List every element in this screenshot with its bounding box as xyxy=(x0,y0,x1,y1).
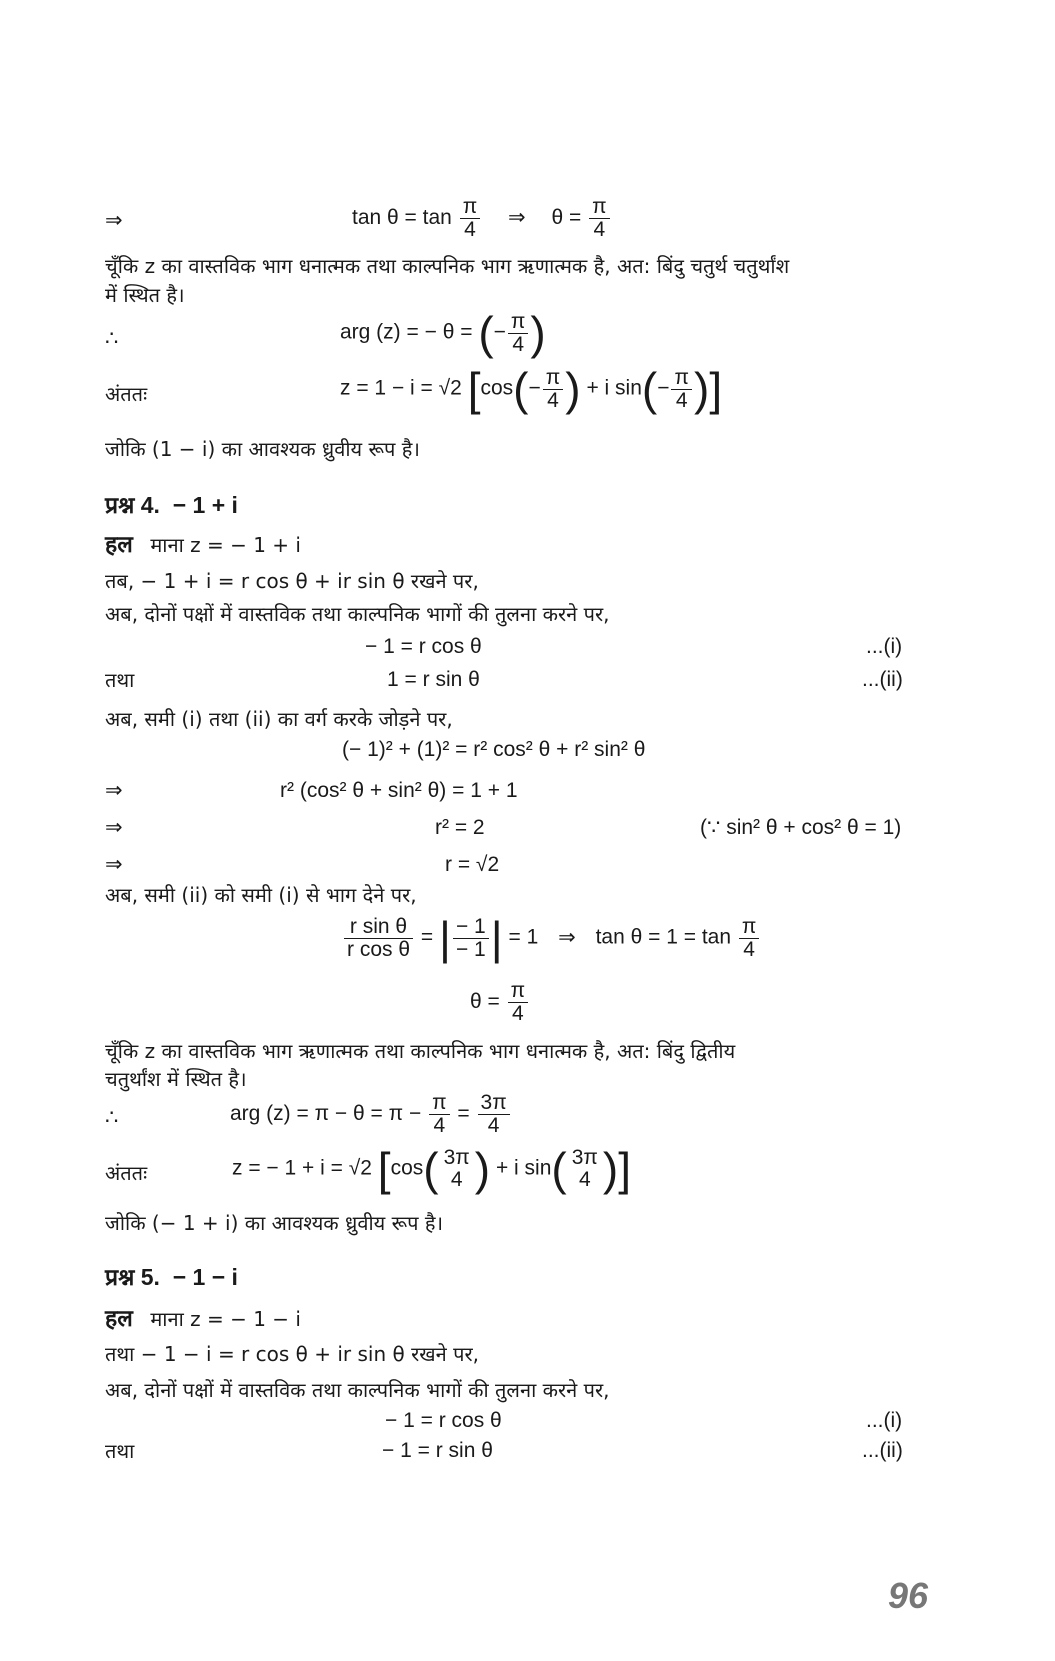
fraction: $\frac{3\pi}{4}$ xyxy=(478,1092,510,1137)
fraction: $\frac{\text{r sin θ}}{\text{r cos θ}}$ xyxy=(344,916,413,961)
equation-ii: 1 = r sin θ xyxy=(387,668,480,691)
implies-symbol: ⇒ xyxy=(105,209,123,232)
question-4-heading: प्रश्न 4. − 1 + i xyxy=(105,492,238,518)
fraction: $\frac{\pi}{4}$ xyxy=(508,980,529,1025)
therefore-symbol: ∴ xyxy=(105,327,119,350)
fraction: $\frac{\pi}{4}$ xyxy=(429,1092,450,1137)
step-text: अब, दोनों पक्षों में वास्तविक तथा काल्पनिक भागों की तुलना करने पर, xyxy=(105,602,610,626)
finally-label: अंततः xyxy=(105,1161,148,1185)
step-text: तब, − 1 + i = r cos θ + ir sin θ रखने पर, xyxy=(105,569,479,593)
tan-equation: tan θ = tan $\frac{\pi}{4}$ ⇒ θ = $\frac{\pi}{4}$ xyxy=(352,196,612,241)
fraction: $\frac{\pi}{4}$ xyxy=(508,311,529,356)
equation-i: − 1 = r cos θ xyxy=(365,635,482,658)
and-label: तथा xyxy=(105,668,135,692)
sum-equation: r² (cos² θ + sin² θ) = 1 + 1 xyxy=(280,779,518,802)
r-equation: r = √2 xyxy=(445,853,500,876)
fraction: $\frac{\pi}{4}$ xyxy=(739,916,760,961)
paragraph: चूँकि z का वास्तविक भाग धनात्मक तथा काल्पनिक भाग ऋणात्मक है, अत: बिंदु चतुर्थ चतुर्थांश xyxy=(105,254,790,278)
conclusion-text: जोकि (− 1 + i) का आवश्यक ध्रुवीय रूप है। xyxy=(105,1211,444,1235)
fraction: $\frac{\pi}{4}$ xyxy=(589,196,610,241)
arg-equation: arg (z) = − θ = (− $\frac{\pi}{4}$ ) xyxy=(340,307,546,359)
polar-form-equation: z = − 1 + i = √2 [cos( 3π 4 ) + i sin( 3π 4 )] xyxy=(232,1143,631,1195)
fraction: $\frac{\pi}{4}$ xyxy=(543,367,564,412)
division-equation: $\frac{\text{r sin θ}}{\text{r cos θ}}$ = | $\frac{- 1}{- 1}$ | = 1 ⇒ tan θ = 1 = tan $\frac{\pi}{4}$ xyxy=(342,915,761,961)
polar-form-equation: z = 1 − i = √2 [cos(− $\frac{\pi}{4}$ ) + i sin(− $\frac{\pi}{4}$ )] xyxy=(340,363,723,415)
equation-i: − 1 = r cos θ xyxy=(385,1409,502,1432)
implies-symbol: ⇒ xyxy=(105,853,123,876)
step-text: अब, समी (i) तथा (ii) का वर्ग करके जोड़ने पर, xyxy=(105,707,453,731)
implies-symbol: ⇒ xyxy=(105,816,123,839)
fraction: $\frac{\pi}{4}$ xyxy=(671,367,692,412)
arg-equation: arg (z) = π − θ = π − $\frac{\pi}{4}$ = $\frac{3\pi}{4}$ xyxy=(230,1092,512,1137)
solution-line: हल माना z = − 1 + i xyxy=(105,532,301,558)
conclusion-text: जोकि (1 − i) का आवश्यक ध्रुवीय रूप है। xyxy=(105,437,420,461)
fraction: 3π 4 xyxy=(571,1146,598,1191)
paragraph: में स्थित है। xyxy=(105,283,185,307)
step-text: अब, समी (ii) को समी (i) से भाग देने पर, xyxy=(105,883,417,907)
squared-equation: (− 1)² + (1)² = r² cos² θ + r² sin² θ xyxy=(342,738,646,761)
r-squared-equation: r² = 2 xyxy=(435,816,485,839)
equation-tag: ...(ii) xyxy=(862,1439,903,1462)
step-text: तथा − 1 − i = r cos θ + ir sin θ रखने पर, xyxy=(105,1342,479,1366)
and-label: तथा xyxy=(105,1439,135,1463)
identity-note: (∵ sin² θ + cos² θ = 1) xyxy=(700,816,902,839)
equation-tag: ...(i) xyxy=(866,635,903,658)
fraction: 3π 4 xyxy=(443,1146,470,1191)
equation-ii: − 1 = r sin θ xyxy=(382,1439,493,1462)
page-number: 96 xyxy=(888,1575,929,1616)
paragraph: चतुर्थांश में स्थित है। xyxy=(105,1067,247,1091)
solution-line: हल माना z = − 1 − i xyxy=(105,1306,301,1332)
implies-symbol: ⇒ xyxy=(105,779,123,802)
step-text: अब, दोनों पक्षों में वास्तविक तथा काल्पनिक भागों की तुलना करने पर, xyxy=(105,1378,610,1402)
equation-tag: ...(ii) xyxy=(862,668,903,691)
equation-tag: ...(i) xyxy=(866,1409,903,1432)
fraction: $\frac{\pi}{4}$ xyxy=(460,196,481,241)
paragraph: चूँकि z का वास्तविक भाग ऋणात्मक तथा काल्पनिक भाग धनात्मक है, अत: बिंदु द्वितीय xyxy=(105,1039,736,1063)
finally-label: अंततः xyxy=(105,382,148,406)
therefore-symbol: ∴ xyxy=(105,1106,119,1129)
fraction: $\frac{- 1}{- 1}$ xyxy=(453,916,489,961)
question-5-heading: प्रश्न 5. − 1 − i xyxy=(105,1264,238,1290)
theta-equation: θ = $\frac{\pi}{4}$ xyxy=(470,980,530,1025)
